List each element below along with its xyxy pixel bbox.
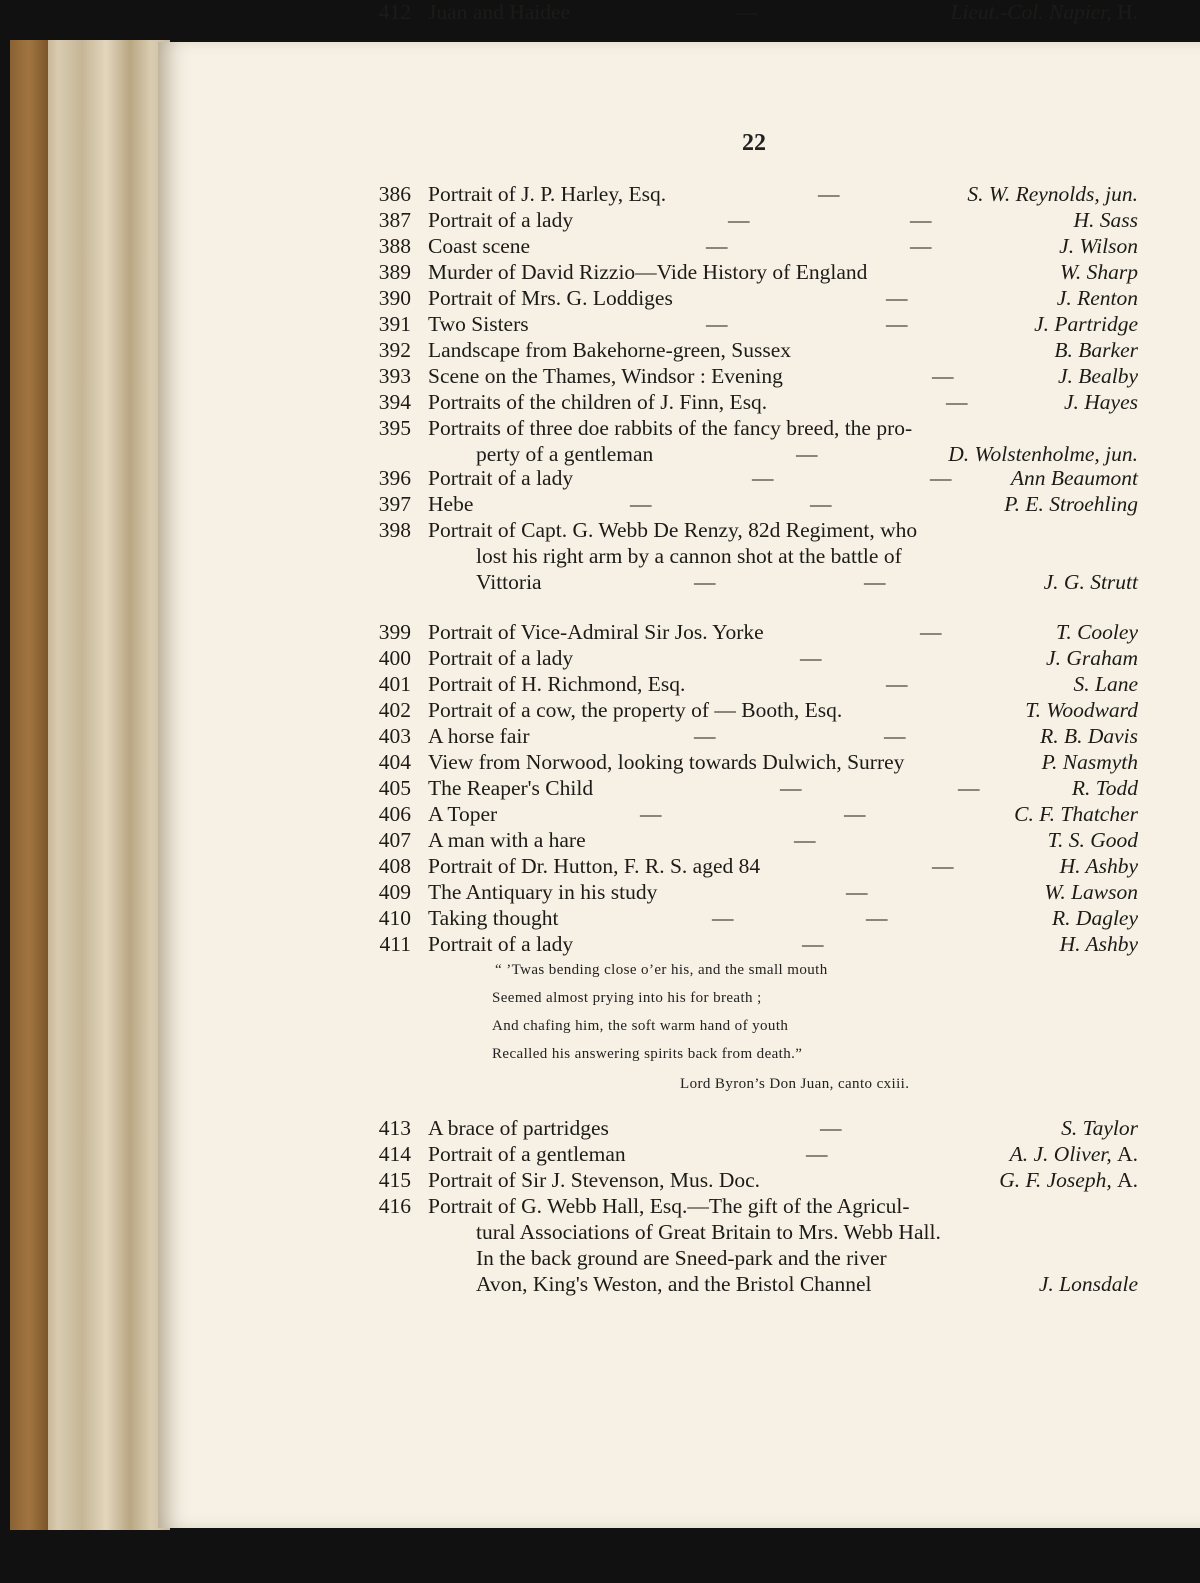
artist-name: Ann Beaumont: [1010, 466, 1138, 490]
artist-name: T. Woodward: [1025, 698, 1138, 722]
catalogue-entry: [0, 416, 1200, 442]
entry-title-continuation: lost his right arm by a cannon shot at the battle of: [476, 544, 902, 568]
artist-name: Lieut.-Col. Napier,: [950, 0, 1112, 24]
leader-dash: —: [818, 182, 840, 206]
entry-artist: [1004, 492, 1138, 517]
catalogue-entry: [0, 776, 1200, 802]
artist-name: D. Wolstenholme, jun.: [948, 442, 1138, 466]
entry-artist: [1044, 880, 1138, 905]
entry-artist: [1073, 208, 1138, 233]
leader-dash: —: [844, 802, 866, 826]
entry-number: 386: [378, 182, 411, 206]
entry-artist: [1052, 906, 1138, 931]
entry-number: 413: [378, 1116, 411, 1140]
entry-artist: [1072, 776, 1138, 801]
artist-name: J. Lonsdale: [1038, 1272, 1138, 1296]
catalogue-entry: [0, 1142, 1200, 1168]
catalogue-entry: [0, 0, 1200, 26]
entry-title: Two Sisters: [428, 312, 529, 336]
entry-title: Portrait of a cow, the property of — Booth, Esq.: [428, 698, 843, 722]
leader-dash: —: [800, 646, 822, 670]
entry-title-continuation: Vittoria: [476, 570, 542, 594]
leader-dash: —: [802, 932, 824, 956]
catalogue-entry-continuation: [0, 442, 1200, 468]
artist-name: R. Dagley: [1052, 906, 1138, 930]
entry-title: A brace of partridges: [428, 1116, 609, 1140]
artist-name: P. Nasmyth: [1041, 750, 1138, 774]
catalogue-entry: [0, 364, 1200, 390]
entry-number: 408: [378, 854, 411, 878]
entry-artist: [950, 0, 1138, 25]
entry-artist: [1060, 854, 1138, 879]
artist-name: T. S. Good: [1047, 828, 1138, 852]
catalogue-entry: [0, 620, 1200, 646]
entry-title: Portrait of Vice-Admiral Sir Jos. Yorke: [428, 620, 764, 644]
entry-number: 414: [378, 1142, 411, 1166]
entry-number: 404: [378, 750, 411, 774]
leader-dash: —: [706, 312, 728, 336]
leader-dash: —: [736, 0, 758, 24]
catalogue-entry: [0, 880, 1200, 906]
entry-artist: [1042, 750, 1138, 775]
entry-artist: [1061, 1116, 1138, 1141]
entry-number: 390: [378, 286, 411, 310]
entry-artist: [1040, 724, 1138, 749]
leader-dash: —: [884, 724, 906, 748]
catalogue-entry: [0, 1194, 1200, 1220]
entry-title: Portrait of Mrs. G. Loddiges: [428, 286, 673, 310]
catalogue-entry: [0, 182, 1200, 208]
leader-dash: —: [910, 208, 932, 232]
catalogue-entry: [0, 828, 1200, 854]
entry-artist: [1025, 698, 1138, 723]
artist-name: R. B. Davis: [1040, 724, 1138, 748]
entry-number: 416: [378, 1194, 411, 1218]
entry-number: 397: [378, 492, 411, 516]
entry-artist: [1044, 570, 1138, 595]
entry-artist: [1054, 338, 1138, 363]
artist-name: R. Todd: [1071, 776, 1138, 800]
entry-number: 411: [379, 932, 411, 956]
leader-dash: —: [866, 906, 888, 930]
entry-number: 400: [378, 646, 411, 670]
leader-dash: —: [886, 286, 908, 310]
leader-dash: —: [694, 570, 716, 594]
entry-title: Coast scene: [428, 234, 531, 258]
entry-title: Scene on the Thames, Windsor : Evening: [428, 364, 783, 388]
leader-dash: —: [630, 492, 652, 516]
entry-number: 392: [378, 338, 411, 362]
entry-number: 405: [378, 776, 411, 800]
artist-name: T. Cooley: [1055, 620, 1138, 644]
entry-number: 403: [378, 724, 411, 748]
artist-name: J. G. Strutt: [1043, 570, 1138, 594]
catalogue-entry: [0, 1168, 1200, 1194]
entry-artist: [1060, 260, 1138, 285]
entry-number: 396: [378, 466, 411, 490]
entry-number: 399: [378, 620, 411, 644]
artist-rank: H.: [1117, 0, 1138, 24]
leader-dash: —: [694, 724, 716, 748]
entry-artist: [1010, 1142, 1138, 1167]
quote-line: And chafing him, the soft warm hand of youth: [492, 1018, 789, 1034]
artist-name: J. Graham: [1046, 646, 1138, 670]
artist-name: P. E. Stroehling: [1004, 492, 1138, 516]
catalogue-entry-continuation: [0, 1272, 1200, 1298]
leader-dash: —: [640, 802, 662, 826]
entry-number: 410: [378, 906, 411, 930]
entry-title-continuation: perty of a gentleman: [476, 442, 654, 466]
leader-dash: —: [752, 466, 774, 490]
catalogue-entry: [0, 1116, 1200, 1142]
catalogue-entry: [0, 260, 1200, 286]
artist-name: W. Lawson: [1044, 880, 1138, 904]
entry-artist: [1039, 1272, 1138, 1297]
artist-name: J. Renton: [1056, 286, 1138, 310]
leader-dash: —: [930, 466, 952, 490]
artist-rank: A.: [1117, 1168, 1138, 1192]
catalogue-entry: [0, 518, 1200, 544]
entry-title: Portraits of three doe rabbits of the fancy breed, the pro-: [428, 416, 913, 440]
catalogue-entry: [0, 466, 1200, 492]
entry-artist: [999, 1168, 1138, 1193]
entry-title: Portrait of G. Webb Hall, Esq.—The gift of the Agricul-: [428, 1194, 910, 1218]
catalogue-entry: [0, 312, 1200, 338]
catalogue-entry: [0, 724, 1200, 750]
entry-title-continuation: tural Associations of Great Britain to Mrs. Webb Hall.: [476, 1220, 941, 1244]
artist-name: S. Lane: [1073, 672, 1138, 696]
artist-name: A. J. Oliver,: [1009, 1142, 1112, 1166]
leader-dash: —: [846, 880, 868, 904]
leader-dash: —: [958, 776, 980, 800]
entry-artist: [1060, 932, 1138, 957]
entry-number: 415: [378, 1168, 411, 1192]
catalogue-entry: [0, 646, 1200, 672]
catalogue-entry-continuation: [0, 1246, 1200, 1272]
catalogue-entry-continuation: [0, 570, 1200, 596]
entry-artist: [1014, 802, 1138, 827]
catalogue-entry: [0, 208, 1200, 234]
entry-number: 409: [378, 880, 411, 904]
entry-number: 406: [378, 802, 411, 826]
entry-title: Portrait of Dr. Hutton, F. R. S. aged 84: [428, 854, 761, 878]
entry-number: 391: [378, 312, 411, 336]
entry-title: A horse fair: [428, 724, 530, 748]
artist-name: H. Ashby: [1059, 854, 1138, 878]
artist-name: J. Partridge: [1034, 312, 1138, 336]
artist-name: B. Barker: [1054, 338, 1138, 362]
entry-title-continuation: Avon, King's Weston, and the Bristol Channel: [476, 1272, 872, 1296]
entry-title: Portrait of a lady: [428, 646, 574, 670]
artist-name: C. F. Thatcher: [1014, 802, 1138, 826]
entry-artist: [1074, 672, 1139, 697]
artist-name: J. Wilson: [1059, 234, 1138, 258]
entry-title: Landscape from Bakehorne-green, Sussex: [428, 338, 791, 362]
entry-number: 398: [378, 518, 411, 542]
entry-title: Taking thought: [428, 906, 559, 930]
catalogue-entry: [0, 234, 1200, 260]
entry-artist: [967, 182, 1138, 207]
leader-dash: —: [780, 776, 802, 800]
artist-rank: A.: [1117, 1142, 1138, 1166]
leader-dash: —: [886, 672, 908, 696]
quote-source: Lord Byron’s Don Juan, canto cxiii.: [680, 1076, 910, 1092]
leader-dash: —: [932, 854, 954, 878]
leader-dash: —: [712, 906, 734, 930]
entry-title: Portraits of the children of J. Finn, Esq.: [428, 390, 768, 414]
entry-number: 388: [378, 234, 411, 258]
artist-name: H. Ashby: [1059, 932, 1138, 956]
catalogue-entry-continuation: [0, 1220, 1200, 1246]
entry-title: Portrait of a lady: [428, 466, 574, 490]
entry-artist: [1056, 620, 1138, 645]
catalogue-entry: [0, 698, 1200, 724]
leader-dash: —: [728, 208, 750, 232]
catalogue-entry: [0, 390, 1200, 416]
leader-dash: —: [910, 234, 932, 258]
entry-artist: [1059, 234, 1138, 259]
entry-title: View from Norwood, looking towards Dulwich, Surrey: [428, 750, 905, 774]
entry-title: Portrait of a gentleman: [428, 1142, 626, 1166]
artist-name: S. Taylor: [1061, 1116, 1138, 1140]
entry-artist: [1046, 646, 1138, 671]
entry-title: The Reaper's Child: [428, 776, 594, 800]
leader-dash: —: [810, 492, 832, 516]
entry-title-continuation: In the back ground are Sneed-park and the river: [476, 1246, 887, 1270]
entry-title: Portrait of a lady: [428, 932, 574, 956]
leader-dash: —: [794, 828, 816, 852]
entry-title: Portrait of Capt. G. Webb De Renzy, 82d Regiment, who: [428, 518, 918, 542]
entry-title: The Antiquary in his study: [428, 880, 658, 904]
entry-number: 412: [378, 0, 411, 24]
entry-artist: [1058, 364, 1138, 389]
leader-dash: —: [932, 364, 954, 388]
entry-number: 407: [378, 828, 411, 852]
entry-number: 389: [378, 260, 411, 284]
entry-number: 394: [378, 390, 411, 414]
leader-dash: —: [920, 620, 942, 644]
catalogue-entry: [0, 338, 1200, 364]
entry-title: Murder of David Rizzio—Vide History of England: [428, 260, 868, 284]
entry-title: Portrait of Sir J. Stevenson, Mus. Doc.: [428, 1168, 761, 1192]
entry-number: 395: [378, 416, 411, 440]
catalogue-entry: [0, 854, 1200, 880]
catalogue-entry-continuation: [0, 544, 1200, 570]
artist-name: S. W. Reynolds, jun.: [967, 182, 1138, 206]
leader-dash: —: [706, 234, 728, 258]
leader-dash: —: [806, 1142, 828, 1166]
catalogue-entry: [0, 750, 1200, 776]
quote-line: “ ’Twas bending close o’er his, and the small mouth: [495, 962, 828, 978]
entry-title: Portrait of J. P. Harley, Esq.: [428, 182, 667, 206]
entry-number: 401: [378, 672, 411, 696]
leader-dash: —: [886, 312, 908, 336]
entry-title: Portrait of H. Richmond, Esq.: [428, 672, 686, 696]
artist-name: H. Sass: [1073, 208, 1138, 232]
entry-artist: [1048, 828, 1138, 853]
leader-dash: —: [946, 390, 968, 414]
entry-title: Portrait of a lady: [428, 208, 574, 232]
artist-name: J. Hayes: [1063, 390, 1138, 414]
leader-dash: —: [796, 442, 818, 466]
entry-artist: [1034, 312, 1138, 337]
entry-title: A Toper: [428, 802, 498, 826]
entry-artist: [1057, 286, 1138, 311]
entry-title: A man with a hare: [428, 828, 586, 852]
catalogue-entry: [0, 932, 1200, 958]
entry-number: 402: [378, 698, 411, 722]
artist-name: J. Bealby: [1058, 364, 1138, 388]
quote-line: Seemed almost prying into his for breath ;: [492, 990, 762, 1006]
catalogue-entry: [0, 286, 1200, 312]
catalogue-entry: [0, 492, 1200, 518]
catalogue-entry: [0, 672, 1200, 698]
leader-dash: —: [820, 1116, 842, 1140]
page-number: 22: [742, 130, 766, 156]
entry-artist: [1011, 466, 1138, 491]
leader-dash: —: [864, 570, 886, 594]
artist-name: G. F. Joseph,: [999, 1168, 1112, 1192]
entry-title: Hebe: [428, 492, 474, 516]
entry-artist: [948, 442, 1138, 467]
artist-name: W. Sharp: [1059, 260, 1138, 284]
entry-number: 387: [378, 208, 411, 232]
entry-title: Juan and Haidee: [428, 0, 571, 24]
quote-line: Recalled his answering spirits back from death.”: [492, 1046, 803, 1062]
entry-number: 393: [378, 364, 411, 388]
catalogue-entry: [0, 906, 1200, 932]
entry-artist: [1064, 390, 1138, 415]
catalogue-entry: [0, 802, 1200, 828]
